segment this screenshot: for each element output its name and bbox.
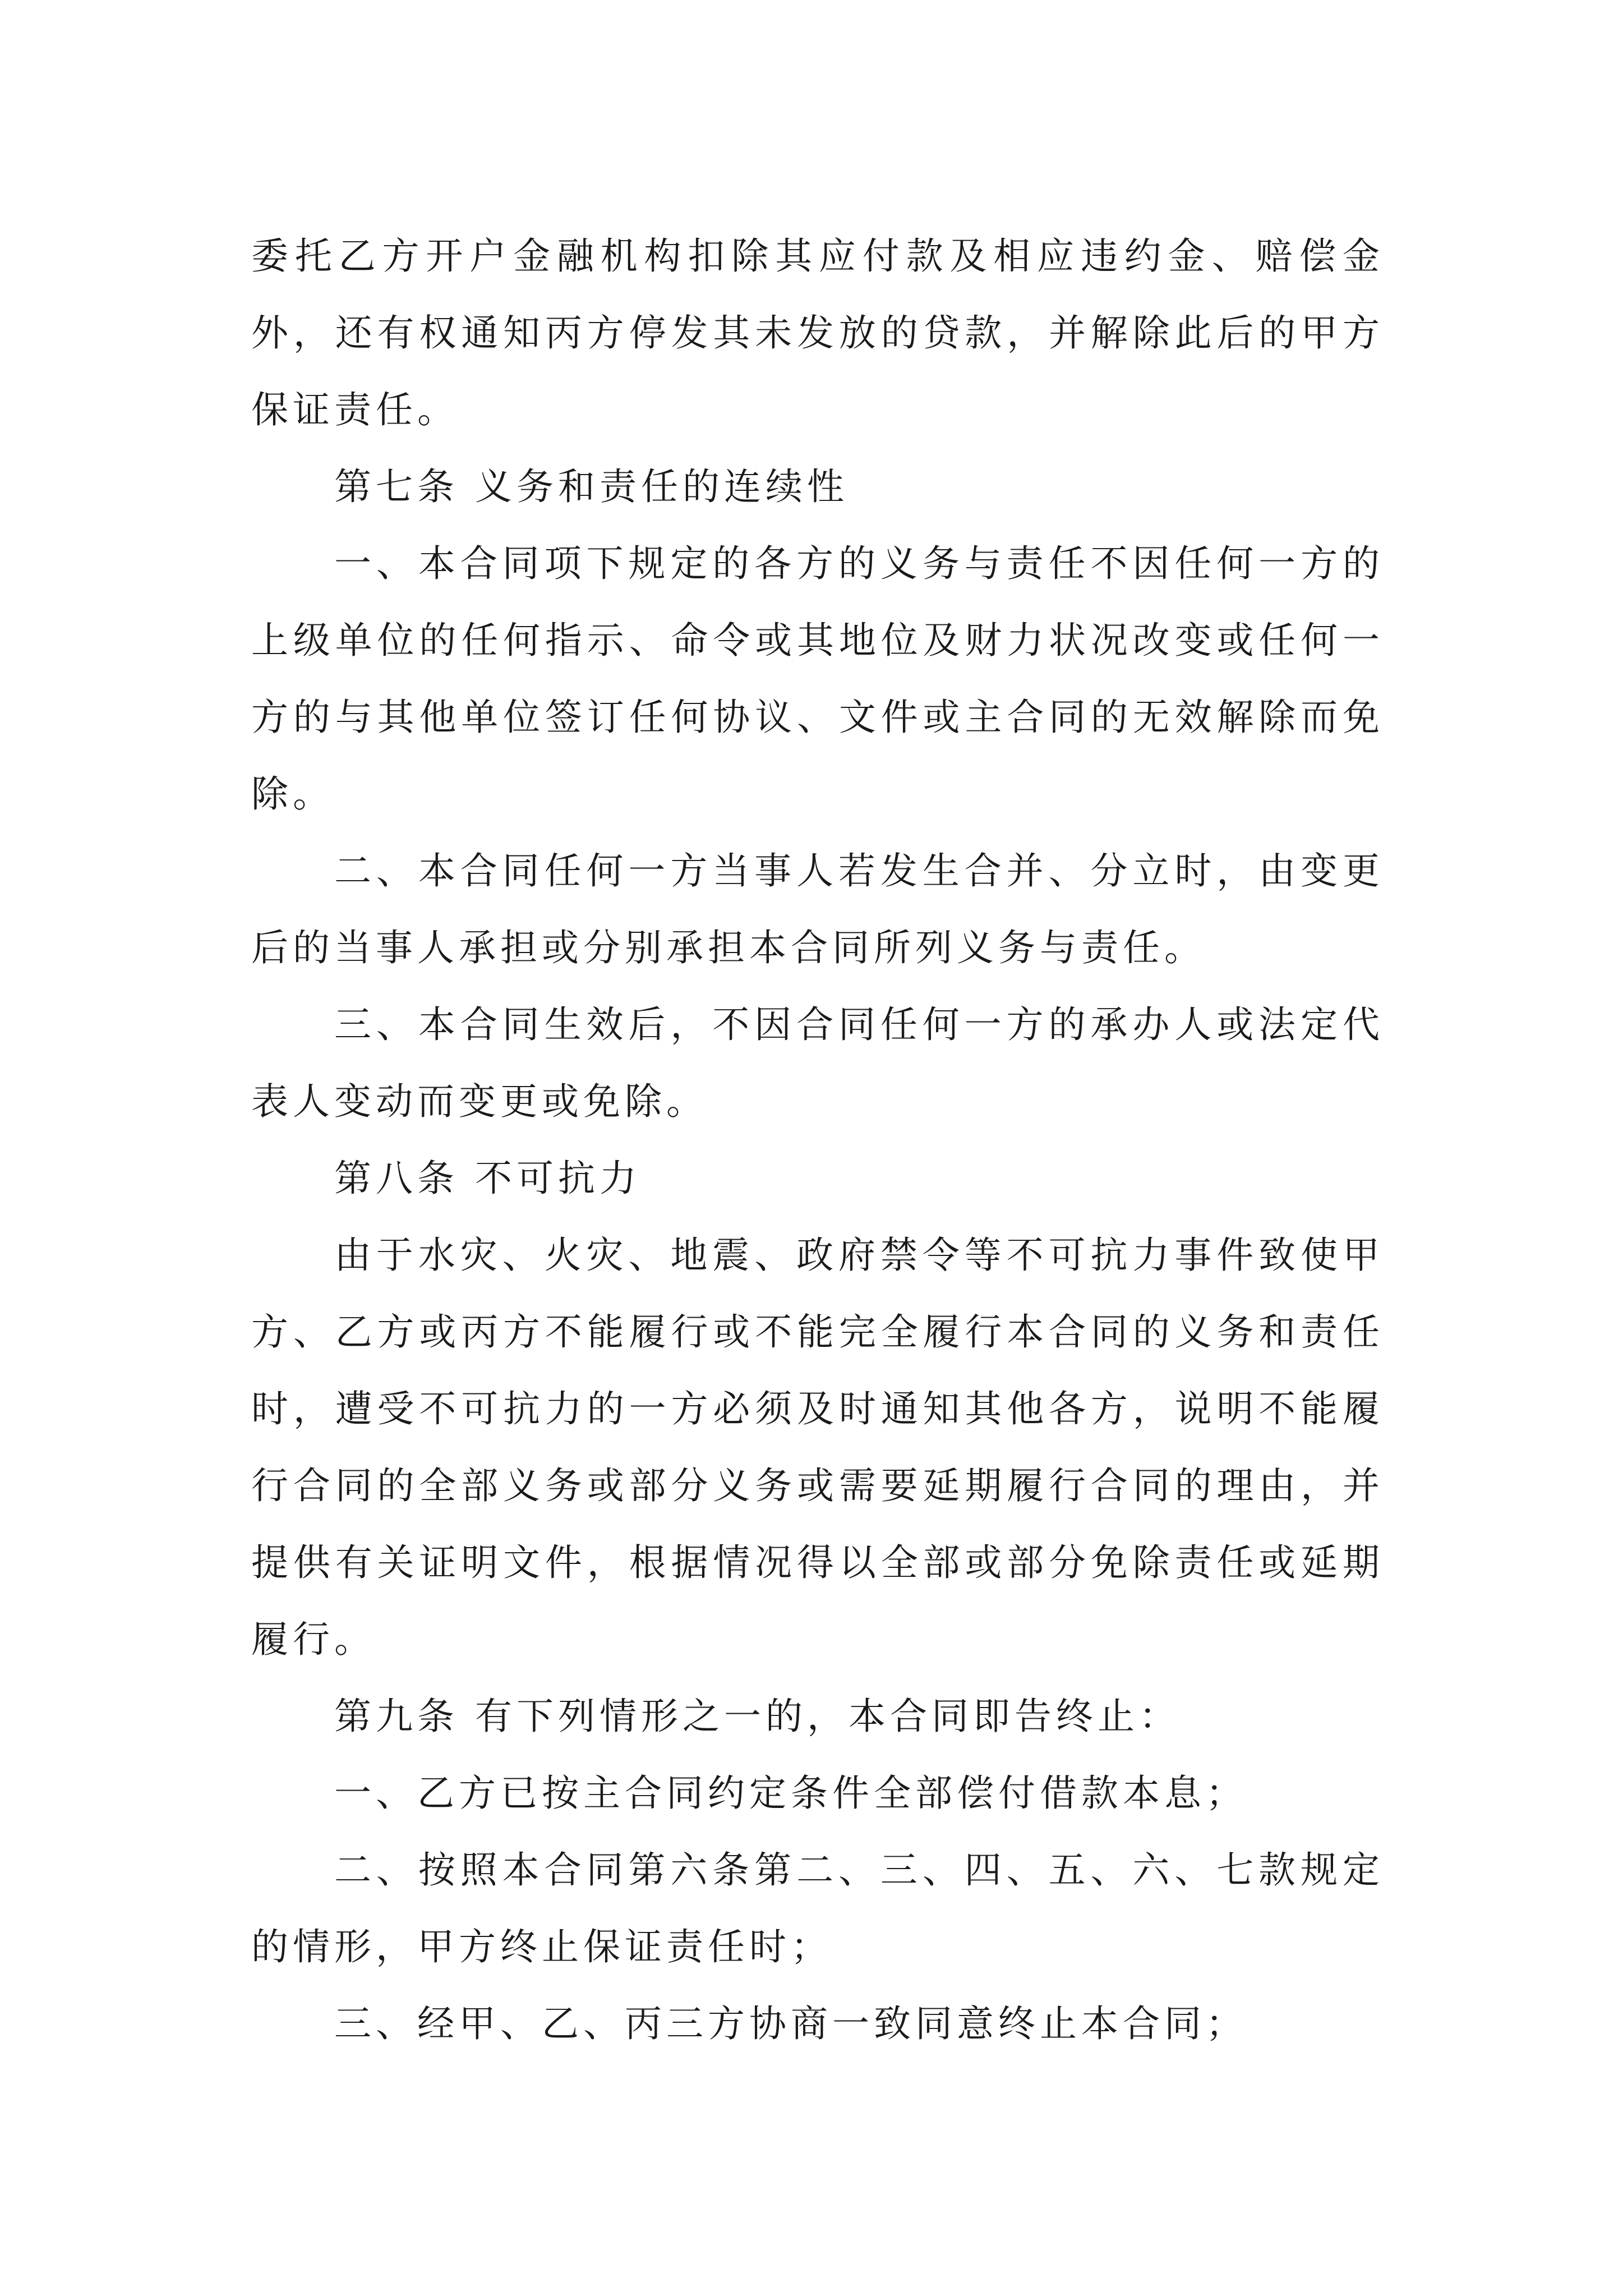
article-7-heading: 第七条 义务和责任的连续性 bbox=[334, 465, 849, 508]
article-7-clause-2: 二、本合同任何一方当事人若发生合并、分立时，由变更后的当事人承担或分别承担本合同所列义务与责任。 bbox=[251, 849, 1384, 969]
article-9-heading: 第九条 有下列情形之一的，本合同即告终止： bbox=[334, 1695, 1181, 1738]
paragraph-continuation: 委托乙方开户金融机构扣除其应付款及相应违约金、赔偿金外，还有权通知丙方停发其未发放的贷款，并解除此后的甲方保证责任。 bbox=[251, 234, 1384, 431]
article-9-clause-2: 二、按照本合同第六条第二、三、四、五、六、七款规定的情形，甲方终止保证责任时； bbox=[251, 1848, 1384, 1968]
article-8-heading: 第八条 不可抗力 bbox=[334, 1157, 641, 1200]
article-9-clause-1: 一、乙方已按主合同约定条件全部偿付借款本息； bbox=[334, 1772, 1247, 1815]
document-body bbox=[251, 218, 1384, 2062]
article-8-body: 由于水灾、火灾、地震、政府禁令等不可抗力事件致使甲方、乙方或丙方不能履行或不能完全履行本合同的义务和责任时，遭受不可抗力的一方必须及时通知其他各方，说明不能履行合同的全部义务或部分义务或需要延期履行合同的理由，并提供有关证明文件，根据情况得以全部或部分免除责任或延期履行。 bbox=[251, 1234, 1384, 1661]
article-9-clause-3: 三、经甲、乙、丙三方协商一致同意终止本合同； bbox=[334, 2002, 1247, 2045]
article-7-clause-3: 三、本合同生效后，不因合同任何一方的承办人或法定代表人变动而变更或免除。 bbox=[251, 1003, 1384, 1123]
article-7-clause-1: 一、本合同项下规定的各方的义务与责任不因任何一方的上级单位的任何指示、命令或其地位及财力状况改变或任何一方的与其他单位签订任何协议、文件或主合同的无效解除而免除。 bbox=[251, 542, 1384, 816]
